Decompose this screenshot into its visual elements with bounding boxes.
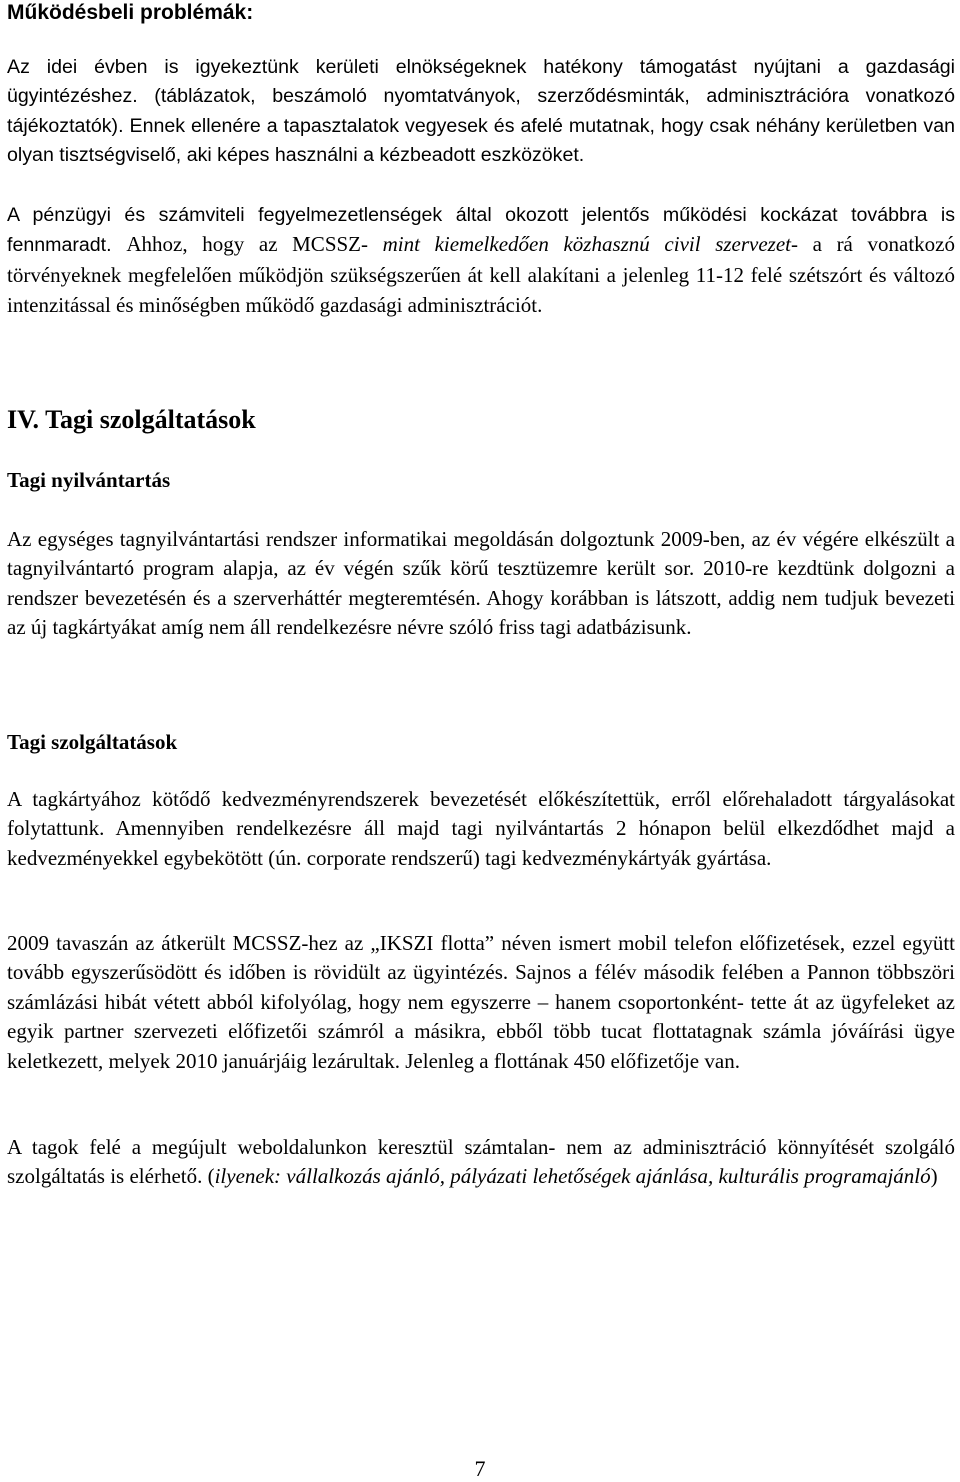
subheading-member-registry: Tagi nyilvántartás: [7, 468, 171, 492]
problems-p2-text-b: Ahhoz, hogy az MCSSZ-: [126, 232, 383, 257]
registry-paragraph: Az egységes tagnyilvántartási rendszer informatikai megoldásán dolgoztunk 2009-ben, az év végére elkészült a tagnyilvántartó program alapja, az év végén szűk körű tesztüzemre került sor. 2010-re kezdtünk dolgozni a rendszer bevezetésén és a szerverháttér megteremtésén. Ahogy korábban is látszott, addig nem tudjuk bevezeti az új tagkártyákat amíg nem áll rendelkezésre névre szóló friss tagi adatbázisunk.: [7, 527, 955, 640]
services-paragraph-1: A tagkártyához kötődő kedvezményrendszerek bevezetését előkészítettük, erről előrehaladott tárgyalásokat folytattunk. Amennyiben rendelkezésre áll majd tagi nyilvántartás 2 hónapon belül elkezdődhet majd a kedvezményekkel egybekötött (ún. corporate rendszerű) tagi kedvezménykártyák gyártása.: [7, 787, 955, 870]
problems-paragraph-2: [7, 201, 955, 322]
services-paragraph-2: 2009 tavaszán az átkerült MCSSZ-hez az „IKSZI flotta” néven ismert mobil telefon előfizetések, ezzel együtt tovább egyszerűsödött és időben is rövidült az ügyintézés. Sajnos a félév második felében a Pannon többszöri számlázási hibát vétett abból kifolyólag, hogy nem egyszerre – hanem csoportonként- tette át az ügyfeleket az egyik partner szervezeti előfizetői számról a másikra, ebből több tucat flottatagnak számla jóváírási ügye keletkezett, melyek 2010 januárjáig lezárultak. Jelenleg a flottának 450 előfizetője van.: [7, 931, 955, 1073]
problems-p2-text-d: a rá vonatkozó törvényeknek megfelelően működjön szükségszerűen át kell alakítani a jelenleg 11-12 felé szétszórt és változó intenzitással és minőségben működő gazdasági adminisztrációt.: [7, 232, 955, 318]
problems-p2-text-a: A pénzügyi és számviteli fegyelmezetlenségek által okozott jelentős működési kockázat továbbra is fennmaradt.: [7, 204, 955, 257]
subheading-member-services: Tagi szolgáltatások: [7, 730, 178, 754]
problems-paragraph-1: Az idei évben is igyekeztünk kerületi elnökségeknek hatékony támogatást nyújtani a gazdasági ügyintézéshez. (táblázatok, beszámoló nyomtatványok, szerződésminták, adminisztrációra vonatkozó tájékoztatók). Ennek ellenére a tapasztalatok vegyesek és afelé mutatnak, hogy csak néhány kerületben van olyan tisztségviselő, aki képes használni a kézbeadott eszközöket.: [7, 56, 955, 167]
services-paragraph-3: [7, 1133, 955, 1192]
services-p3-text-a: A tagok felé a megújult weboldalunkon keresztül számtalan- nem az adminisztráció könnyítését szolgáló szolgáltatás is elérhető. (: [7, 1135, 955, 1189]
section-heading-iv: IV. Tagi szolgáltatások: [7, 405, 256, 434]
section-heading-problems: Működésbeli problémák:: [7, 1, 254, 24]
services-p3-text-c: ): [930, 1164, 938, 1189]
services-p3-italic: ilyenek: vállalkozás ajánló, pályázati lehetőségek ajánlása, kulturális programajánló: [214, 1164, 931, 1189]
problems-p2-italic: mint kiemelkedően közhasznú civil szervezet-: [382, 232, 798, 257]
page-number: 7: [474, 1456, 486, 1481]
